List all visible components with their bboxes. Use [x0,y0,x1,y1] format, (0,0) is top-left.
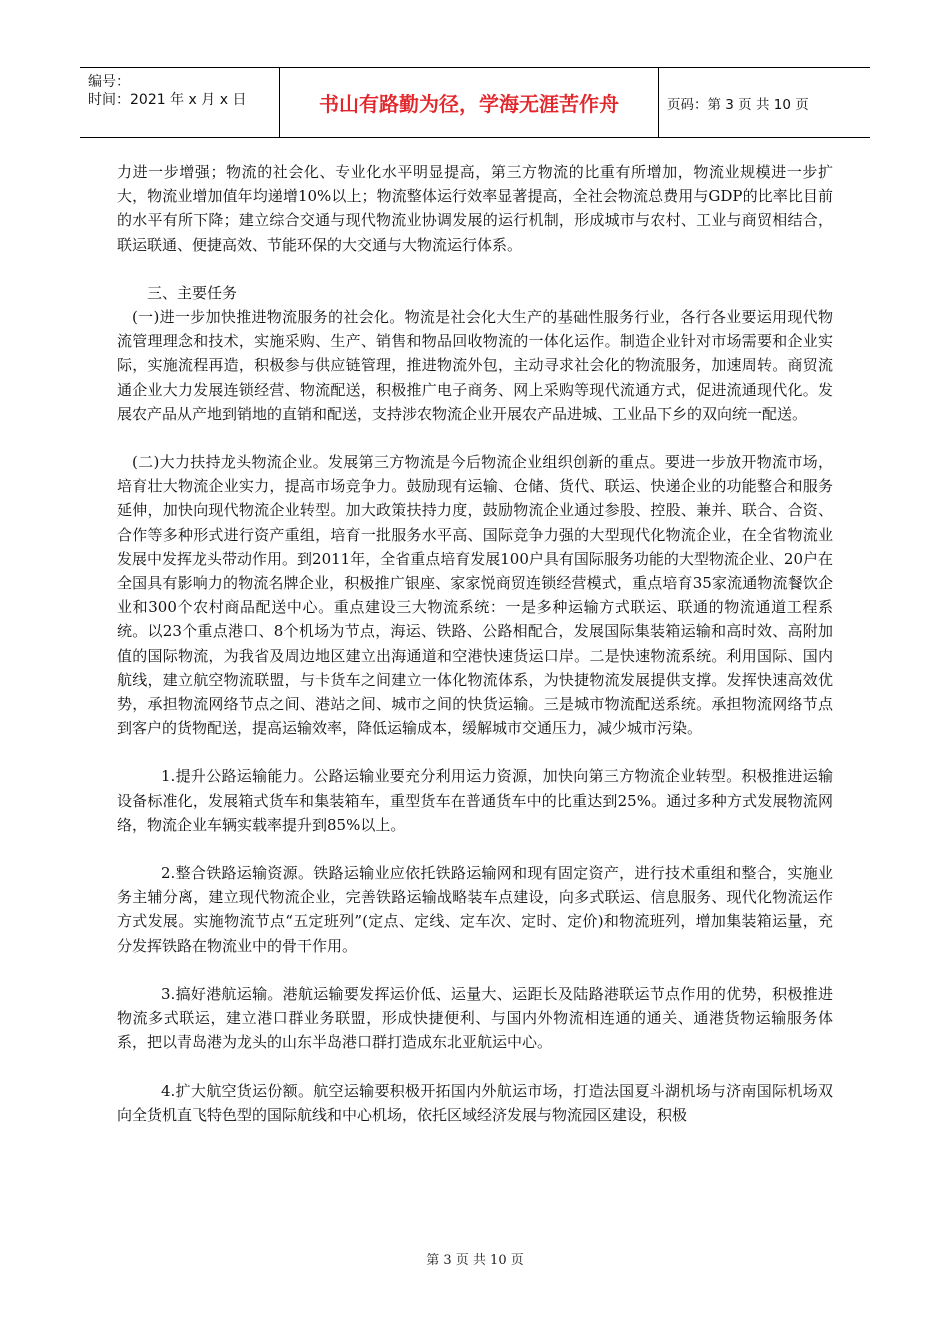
page-footer: 第 3 页 共 10 页 [426,1253,524,1268]
paragraph-intro-continued: 力进一步增强；物流的社会化、专业化水平明显提高，第三方物流的比重有所增加，物流业规模进一步扩大，物流业增加值年均递增10%以上；物流整体运行效率显著提高，全社会物流总费用与GDP的比率比目前的水平有所下降；建立综合交通与现代物流业协调发展的运行机制，形成城市与农村、工业与商贸相结合，联运联通、便捷高效、节能环保的大交通与大物流运行体系。 [117,163,833,254]
motto-text: 书山有路勤为径，学海无涯苦作舟 [319,92,619,116]
page-header [80,67,870,138]
paragraph-task-1: (一)进一步加快推进物流服务的社会化。物流是社会化大生产的基础性服务行业，各行各业要运用现代物流管理理念和技术，实施采购、生产、销售和物品回收物流的一体化运作。制造企业针对市场需要和企业实际，实施流程再造，积极参与供应链管理，推进物流外包，主动寻求社会化的物流服务，加速周转。商贸流通企业大力发展连锁经营、物流配送，积极推广电子商务、网上采购等现代流通方式，促进流通现代化。发展农产品从产地到销地的直销和配送，支持涉农物流企业开展农产品进城、工业品下乡的双向统一配送。 [117,308,833,423]
header-motto [280,68,659,137]
paragraph-port-shipping: 3.搞好港航运输。港航运输要发挥运价低、运量大、运距长及陆路港联运节点作用的优势，积极推进物流多式联运，建立港口群业务联盟，形成快捷便利、与国内外物流相连通的通关、通港货物运输服务体系，把以青岛港为龙头的山东半岛港口群打造成东北亚航运中心。 [117,984,833,1052]
document-body [117,160,833,1127]
header-meta-cell [80,68,280,137]
header-page-cell [659,68,870,137]
paragraph-road-transport: 1.提升公路运输能力。公路运输业要充分利用运力资源，加快向第三方物流企业转型。积极推进运输设备标准化，发展箱式货车和集装箱车，重型货车在普通货车中的比重达到25%。通过多种方式发展物流网络，物流企业车辆实载率提升到85%以上。 [117,767,833,834]
section-heading: 三、主要任务 [147,283,238,302]
document-number-label: 编号： [88,74,130,90]
document-date-label: 时间：2021 年 x 月 x 日 [88,92,247,108]
paragraph-air-cargo: 4.扩大航空货运份额。航空运输要积极开拓国内外航运市场，打造法国夏斗湖机场与济南国际机场双向全货机直飞特色型的国际航线和中心机场，依托区域经济发展与物流园区建设，积极 [117,1081,833,1124]
paragraph-rail-transport: 2.整合铁路运输资源。铁路运输业应依托铁路运输网和现有固定资产，进行技术重组和整合，实施业务主辅分离，建立现代物流企业，完善铁路运输战略装车点建设，向多式联运、信息服务、现代化物流运作方式发展。实施物流节点“五定班列”(定点、定线、定车次、定时、定价)和物流班列，增加集装箱运量，充分发挥铁路在物流业中的骨干作用。 [117,864,833,955]
page-number-label: 页码：第 3 页 共 10 页 [667,96,809,113]
paragraph-task-2: (二)大力扶持龙头物流企业。发展第三方物流是今后物流企业组织创新的重点。要进一步放开物流市场，培育壮大物流企业实力，提高市场竞争力。鼓励现有运输、仓储、货代、联运、快递企业的功能整合和服务延伸，加快向现代物流企业转型。加大政策扶持力度，鼓励物流企业通过参股、控股、兼并、联合、合资、合作等多种形式进行资产重组，培育一批服务水平高、国际竞争力强的大型现代化物流企业，在全省物流业发展中发挥龙头带动作用。到2011年，全省重点培育发展100户具有国际服务功能的大型物流企业、20户在全国具有影响力的物流名牌企业，积极推广银座、家家悦商贸连锁经营模式，重点培育35家流通物流餐饮企业和300个农村商品配送中心。重点建设三大物流系统：一是多种运输方式联运、联通的物流通道工程系统。以23个重点港口、8个机场为节点，海运、铁路、公路相配合，发展国际集装箱运输和高时效、高附加值的国际物流，为我省及周边地区建立出海通道和空港快速货运口岸。二是快速物流系统。利用国际、国内航线，建立航空物流联盟，与卡货车之间建立一体化物流体系，为快捷物流发展提供支撑。发挥快速高效优势，承担物流网络节点之间、港站之间、城市之间的快货运输。三是城市物流配送系统。承担物流网络节点到客户的货物配送，提高运输效率，降低运输成本，缓解城市交通压力，减少城市污染。 [117,453,833,738]
